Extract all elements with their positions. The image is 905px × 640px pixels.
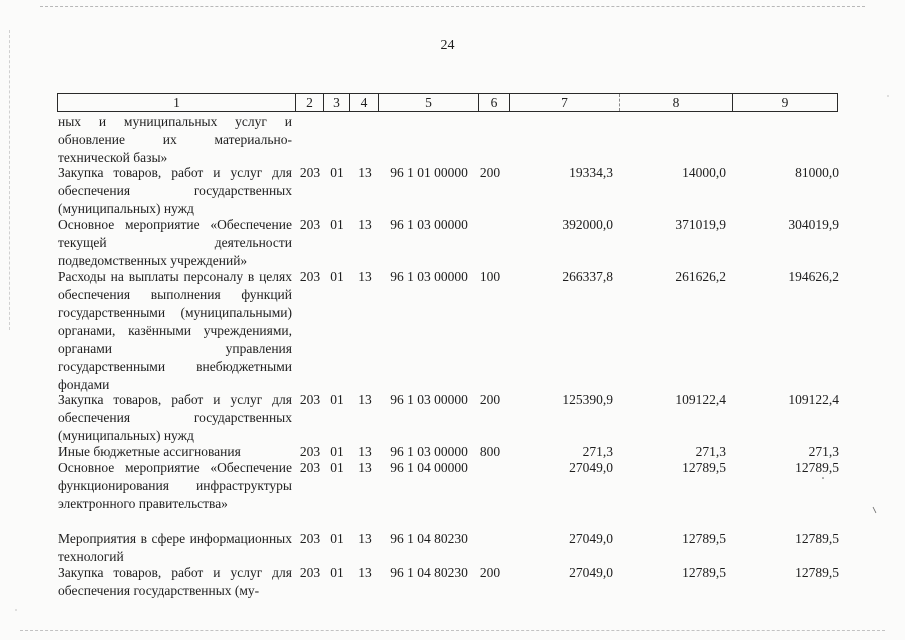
cell-expense-type: 200	[479, 165, 501, 180]
cell-ministry: 203	[299, 460, 321, 475]
header-col-4: 4	[350, 94, 379, 111]
cell-amount-col8: 109122,4	[675, 392, 726, 407]
cell-amount-col8: 14000,0	[682, 165, 726, 180]
cell-expense-type: 200	[479, 565, 501, 580]
header-col-9: 9	[781, 95, 789, 110]
cell-ministry: 203	[299, 565, 321, 580]
cell-expense-type: 200	[479, 392, 501, 407]
row-description: Мероприятия в сфере информационных технологий	[58, 531, 292, 564]
cell-subsection: 13	[358, 460, 372, 475]
row-description: Закупка товаров, работ и услуг для обеспечения государственных (му-	[58, 565, 292, 598]
row-description: Закупка товаров, работ и услуг для обеспечения государственных (муниципальных) нужд	[58, 165, 292, 216]
row-description: Закупка товаров, работ и услуг для обеспечения государственных (муниципальных) нужд	[58, 392, 292, 443]
cell-amount-col8: 12789,5	[682, 460, 726, 475]
row-description: ных и муниципальных услуг и обновление их материально-технической базы»	[58, 114, 292, 165]
cell-target-article: 96 1 03 00000	[390, 392, 468, 407]
cell-expense-type: 800	[479, 444, 501, 459]
cell-section: 01	[330, 269, 344, 284]
cell-amount-col8: 12789,5	[682, 565, 726, 580]
cell-amount-col8: 12789,5	[682, 531, 726, 546]
cell-amount-col9: 304019,9	[788, 217, 839, 232]
cell-subsection: 13	[358, 165, 372, 180]
header-col-5: 5	[379, 94, 479, 111]
cell-ministry: 203	[299, 269, 321, 284]
cell-ministry: 203	[299, 444, 321, 459]
header-col-7: 7	[510, 94, 620, 111]
cell-amount-col7: 27049,0	[569, 565, 613, 580]
cell-subsection: 13	[358, 565, 372, 580]
row-description: Иные бюджетные ассигнования	[58, 444, 241, 459]
cell-target-article: 96 1 03 00000	[390, 444, 468, 459]
cell-amount-col7: 27049,0	[569, 460, 613, 475]
cell-subsection: 13	[358, 444, 372, 459]
cell-section: 01	[330, 444, 344, 459]
cell-amount-col8: 371019,9	[675, 217, 726, 232]
header-col-2: 2	[296, 94, 324, 111]
cell-amount-col9: 12789,5	[795, 460, 839, 475]
cell-section: 01	[330, 392, 344, 407]
cell-target-article: 96 1 03 00000	[390, 269, 468, 284]
cell-expense-type: 100	[479, 269, 501, 284]
header-col-3: 3	[324, 94, 350, 111]
cell-amount-col9: 12789,5	[795, 565, 839, 580]
cell-amount-col7: 125390,9	[562, 392, 613, 407]
cell-target-article: 96 1 01 00000	[390, 165, 468, 180]
header-col-6: 6	[479, 94, 510, 111]
cell-section: 01	[330, 165, 344, 180]
cell-target-article: 96 1 04 80230	[390, 565, 468, 580]
cell-amount-col7: 392000,0	[562, 217, 613, 232]
cell-amount-col9: 109122,4	[788, 392, 839, 407]
cell-target-article: 96 1 03 00000	[390, 217, 468, 232]
cell-amount-col7: 27049,0	[569, 531, 613, 546]
scan-bottom-edge	[20, 630, 885, 631]
cell-amount-col8: 261626,2	[675, 269, 726, 284]
cell-subsection: 13	[358, 392, 372, 407]
cell-ministry: 203	[299, 165, 321, 180]
cell-section: 01	[330, 217, 344, 232]
cell-subsection: 13	[358, 269, 372, 284]
header-col-1: 1	[58, 94, 296, 111]
row-description: Основное мероприятие «Обеспечение текущей деятельности подведомственных учреждений»	[58, 217, 292, 268]
row-description: Расходы на выплаты персоналу в целях обеспечения выполнения функций государственными (муниципальными) органами, казёнными учреждениями, органами управления государственными внебюджетными фондами	[58, 269, 292, 392]
header-col-8: 8	[620, 94, 733, 111]
cell-section: 01	[330, 531, 344, 546]
cell-amount-col9: 271,3	[808, 444, 839, 459]
cell-ministry: 203	[299, 531, 321, 546]
cell-amount-col7: 266337,8	[562, 269, 613, 284]
cell-target-article: 96 1 04 80230	[390, 531, 468, 546]
cell-amount-col7: 271,3	[582, 444, 613, 459]
cell-target-article: 96 1 04 00000	[390, 460, 468, 475]
cell-amount-col8: 271,3	[695, 444, 726, 459]
cell-amount-col9: 12789,5	[795, 531, 839, 546]
cell-subsection: 13	[358, 217, 372, 232]
page-number: 24	[440, 38, 455, 53]
cell-subsection: 13	[358, 531, 372, 546]
cell-amount-col9: 194626,2	[788, 269, 839, 284]
cell-section: 01	[330, 460, 344, 475]
cell-amount-col7: 19334,3	[569, 165, 613, 180]
row-description: Основное мероприятие «Обеспечение функционирования инфраструктуры электронного правительства»	[58, 460, 292, 511]
cell-section: 01	[330, 565, 344, 580]
cell-amount-col9: 81000,0	[795, 165, 839, 180]
cell-ministry: 203	[299, 217, 321, 232]
cell-ministry: 203	[299, 392, 321, 407]
